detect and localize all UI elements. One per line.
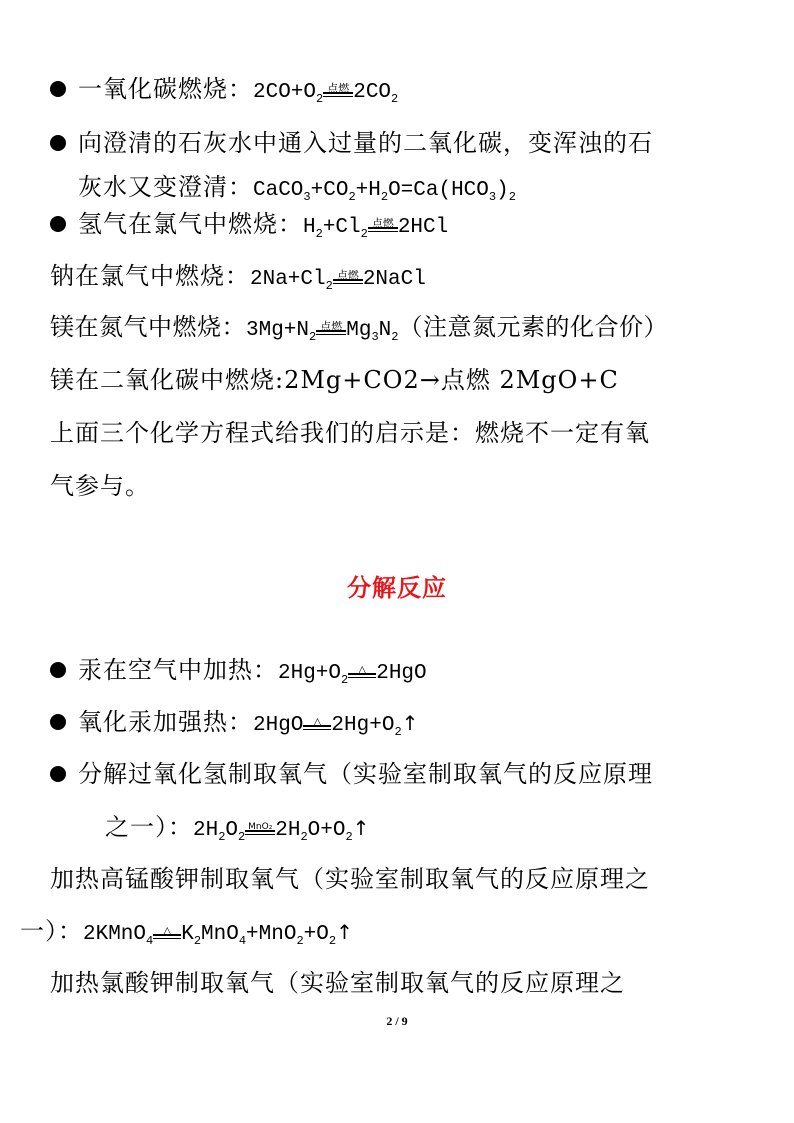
reaction-label: 一氧化碳燃烧： bbox=[78, 75, 253, 103]
text-line: 加热氯酸钾制取氧气（实验室制取氧气的反应原理之 bbox=[50, 969, 625, 997]
condition-sign: 点燃 bbox=[368, 225, 398, 232]
equation-line bbox=[78, 172, 516, 206]
bullet bbox=[50, 216, 66, 232]
formula: $2Hg+O_2$ △ 2HgO bbox=[278, 662, 427, 687]
condition-sign: MnO₂ bbox=[245, 828, 275, 835]
section-title: 分解反应 bbox=[347, 574, 447, 602]
text-line: 镁在二氧化碳中燃烧:2Mg+CO2→点燃 2MgO+C bbox=[50, 366, 619, 394]
formula: 2KMnO$_4$ △ $K_2MnO_4+MnO_2+O_2$ bbox=[83, 923, 337, 948]
reaction-label: 镁在氮气中燃烧： bbox=[50, 313, 246, 341]
formula: $2Na+Cl_2$ 点燃 2NaCl bbox=[250, 268, 426, 293]
page-number: 2 / 9 bbox=[386, 1014, 408, 1028]
text-line: 加热高锰酸钾制取氧气（实验室制取氧气的反应原理之 bbox=[50, 865, 650, 893]
condition-sign: △ bbox=[303, 723, 331, 730]
text-line: 向澄清的石灰水中通入过量的二氧化碳，变浑浊的石 bbox=[78, 129, 653, 157]
condition-sign: 点燃 bbox=[333, 277, 363, 284]
equation-line bbox=[78, 209, 448, 243]
gas-arrow-icon: ↑ bbox=[336, 920, 354, 944]
condition-sign: △ bbox=[348, 671, 376, 678]
bullet bbox=[50, 766, 66, 782]
equation-line bbox=[20, 916, 354, 950]
bullet bbox=[50, 662, 66, 678]
formula: $2H_2O_2$ MnO₂ $2H_2O+O_2$ bbox=[193, 819, 353, 844]
reaction-label: 汞在空气中加热： bbox=[78, 656, 278, 684]
bullet bbox=[50, 714, 66, 730]
formula: 2HgO △ $2Hg+O_2$ bbox=[253, 714, 402, 739]
equation-line bbox=[78, 74, 398, 108]
text-line: 分解过氧化氢制取氧气（实验室制取氧气的反应原理 bbox=[78, 760, 653, 788]
reaction-label: 钠在氯气中燃烧： bbox=[50, 262, 250, 290]
condition-sign: 点燃 bbox=[323, 90, 353, 97]
reaction-label: 一）： bbox=[20, 917, 83, 945]
condition-sign: △ bbox=[153, 932, 181, 939]
gas-arrow-icon: ↑ bbox=[352, 816, 371, 840]
formula: $CaCO_3+CO_2+H_2O=Ca(HCO_3)_2$ bbox=[253, 179, 516, 204]
bullet bbox=[50, 135, 66, 151]
equation-line bbox=[78, 655, 427, 689]
equation-line bbox=[78, 707, 419, 741]
equation-line bbox=[50, 261, 426, 295]
formula: $2CO+O_2$ 点燃 $2CO_2$ bbox=[253, 81, 399, 106]
gas-arrow-icon: ↑ bbox=[401, 711, 420, 735]
text-line: 气参与。 bbox=[50, 472, 150, 500]
formula: $H_2+Cl_2$ 点燃 2HCl bbox=[303, 216, 449, 241]
text-line: 上面三个化学方程式给我们的启示是：燃烧不一定有氧 bbox=[50, 419, 650, 447]
equation-line bbox=[105, 812, 370, 846]
reaction-label: 氧化汞加强热： bbox=[78, 708, 253, 736]
equation-line bbox=[50, 312, 668, 346]
formula: $3Mg+N_2$ 点燃 $Mg_3N_2$ bbox=[246, 319, 399, 344]
bullet bbox=[50, 81, 66, 97]
reaction-label: 之一）： bbox=[105, 813, 193, 841]
reaction-label: 灰水又变澄清： bbox=[78, 173, 253, 201]
note: （注意氮元素的化合价） bbox=[398, 313, 668, 341]
reaction-label: 氢气在氯气中燃烧： bbox=[78, 210, 303, 238]
condition-sign: 点燃 bbox=[316, 328, 346, 335]
